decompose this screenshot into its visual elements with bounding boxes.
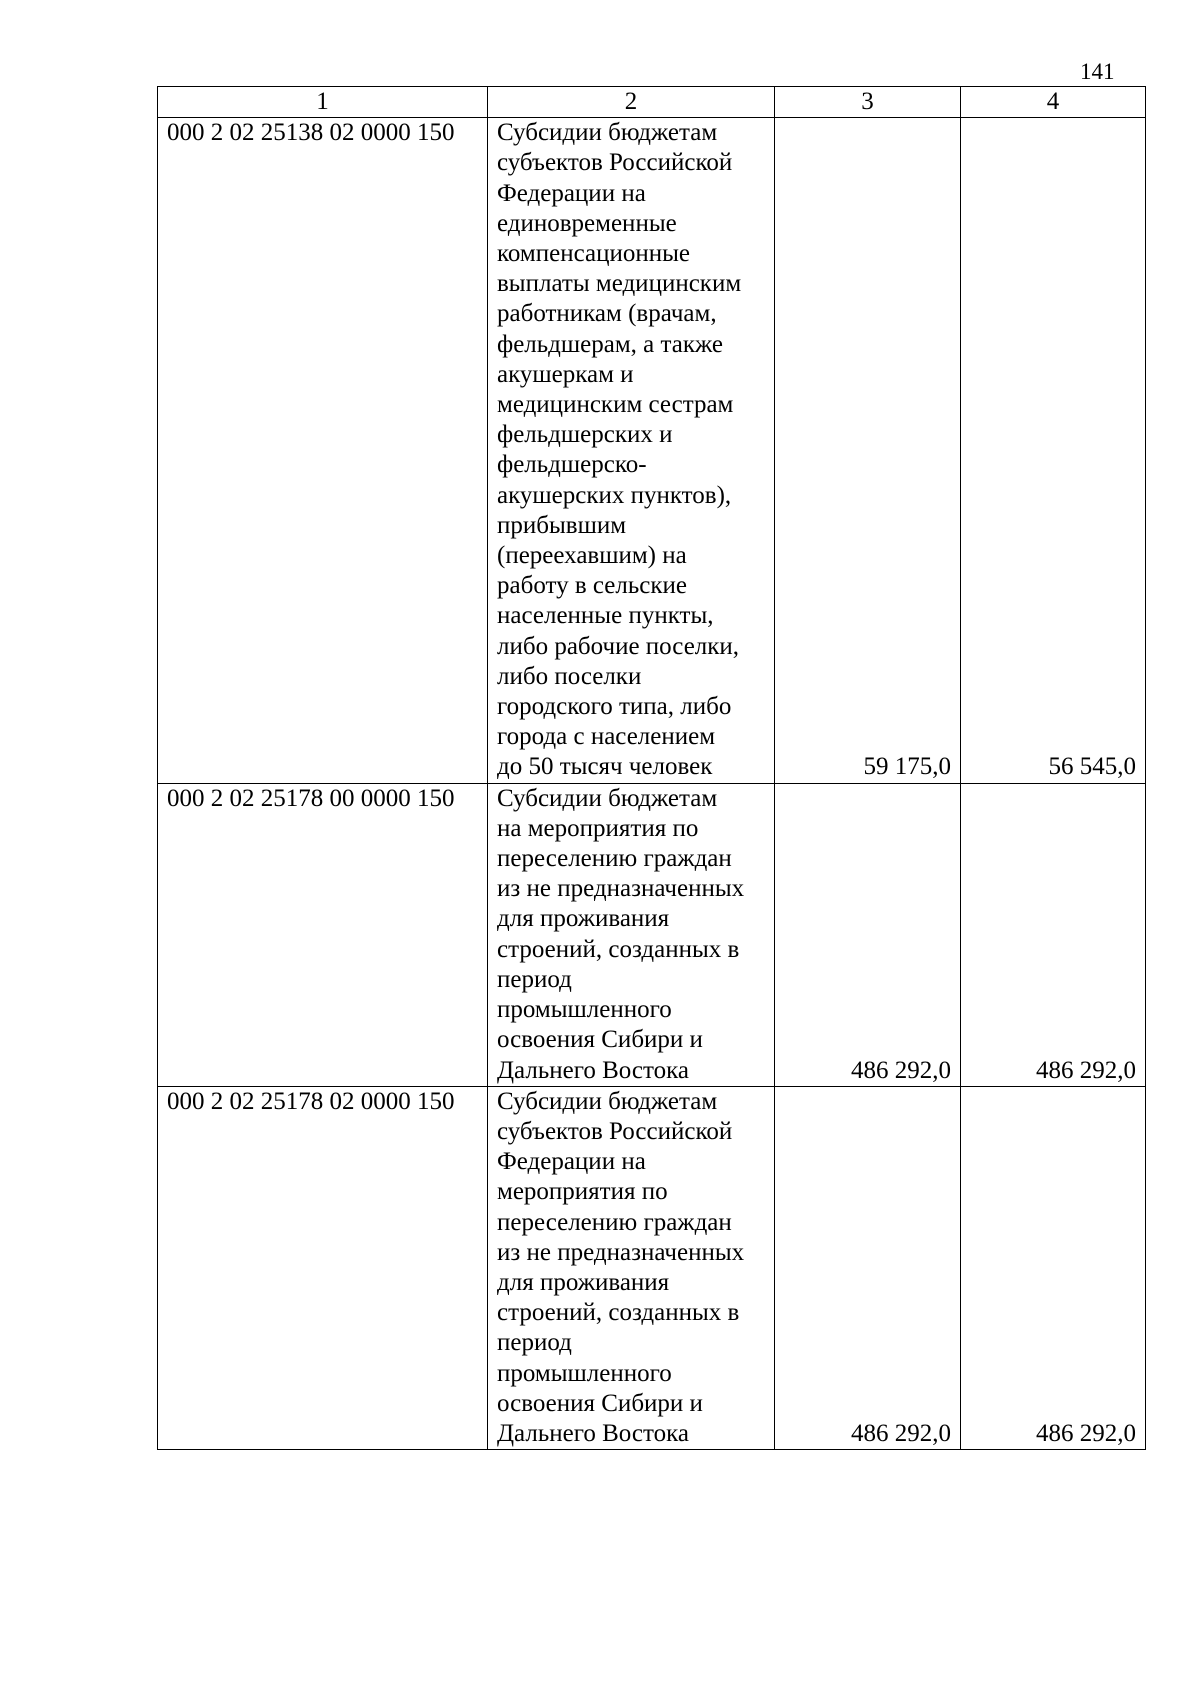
- amount-column-3: 486 292,0: [775, 783, 961, 1086]
- revenue-description: Субсидии бюджетам на мероприятия по переселению граждан из не предназначенных для проживания строений, созданных в период промышленного освоения Сибири и Дальнего Востока: [488, 783, 775, 1086]
- classification-code: 000 2 02 25178 02 0000 150: [158, 1086, 488, 1449]
- page-number: 141: [1080, 59, 1115, 84]
- column-header-1: 1: [158, 87, 488, 118]
- amount-column-4: 56 545,0: [961, 118, 1146, 783]
- revenue-description: Субсидии бюджетам субъектов Российской Федерации на единовременные компенсационные выплаты медицинским работникам (врачам, фельдшерам, а также акушеркам и медицинским сестрам фельдшерских и фельдшерско- акушерских пунктов), прибывшим (переехавшим) на работу в сельские населенные пункты, либо рабочие поселки, либо поселки городского типа, либо города с населением до 50 тысяч человек: [488, 118, 775, 783]
- amount-column-3: 59 175,0: [775, 118, 961, 783]
- amount-column-4: 486 292,0: [961, 1086, 1146, 1449]
- amount-column-4: 486 292,0: [961, 783, 1146, 1086]
- table-row: [158, 118, 1146, 783]
- table-row: [158, 783, 1146, 1086]
- table-body: [158, 118, 1146, 1450]
- table-header: [158, 87, 1146, 118]
- column-header-3: 3: [775, 87, 961, 118]
- budget-table: [157, 86, 1146, 1450]
- header-row: [158, 87, 1146, 118]
- amount-column-3: 486 292,0: [775, 1086, 961, 1449]
- column-header-4: 4: [961, 87, 1146, 118]
- table-row: [158, 1086, 1146, 1449]
- column-header-2: 2: [488, 87, 775, 118]
- classification-code: 000 2 02 25138 02 0000 150: [158, 118, 488, 783]
- classification-code: 000 2 02 25178 00 0000 150: [158, 783, 488, 1086]
- revenue-description: Субсидии бюджетам субъектов Российской Федерации на мероприятия по переселению граждан из не предназначенных для проживания строений, созданных в период промышленного освоения Сибири и Дальнего Востока: [488, 1086, 775, 1449]
